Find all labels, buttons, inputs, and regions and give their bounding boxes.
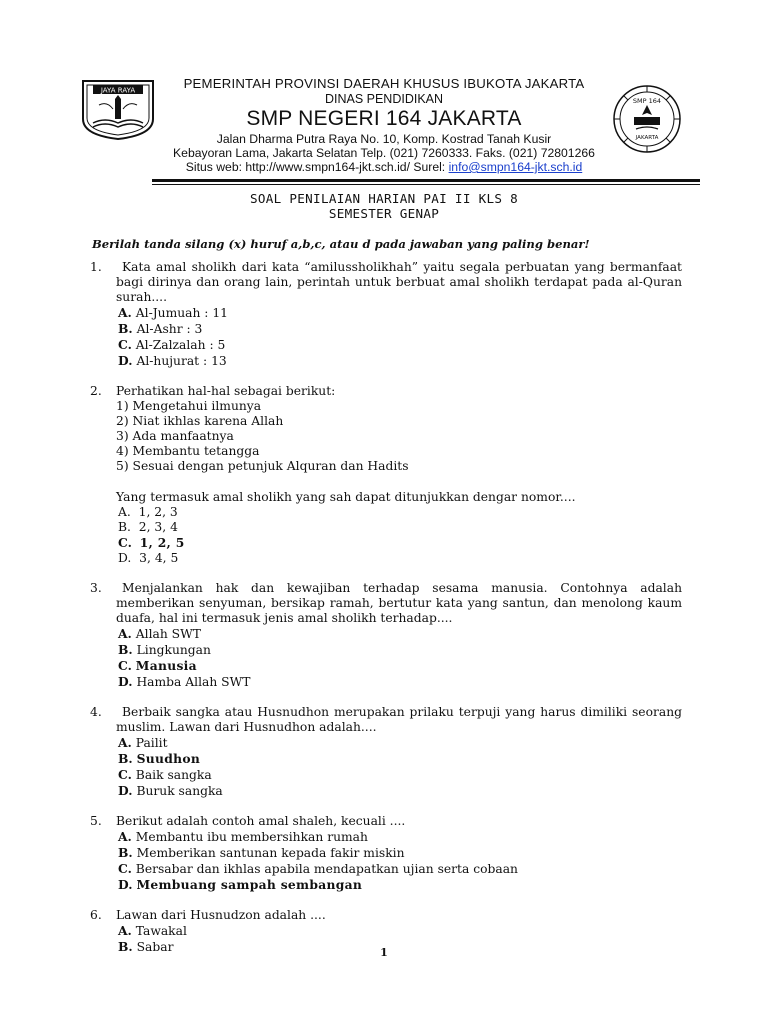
school-logo-icon bbox=[612, 83, 682, 155]
statement-item: 1) Mengetahui ilmunya bbox=[116, 399, 262, 413]
question-text: Kata amal sholikh dari kata “amilussholikhah” yaitu segala perbuatan yang bermanfaat bagi dirinya dan orang lain, perintah untuk berbuat amal sholikh terdapat pada al-Quran surah.... bbox=[116, 260, 682, 304]
question-number: 2. bbox=[90, 384, 102, 398]
option-d[interactable] bbox=[118, 353, 682, 369]
option-text: Manusia bbox=[135, 658, 197, 673]
question-number: 3. bbox=[90, 581, 102, 595]
option-a[interactable] bbox=[118, 505, 682, 520]
school-name: SMP NEGERI 164 JAKARTA bbox=[246, 107, 522, 130]
option-d[interactable] bbox=[118, 877, 682, 893]
option-text: Bersabar dan ikhlas apabila mendapatkan ujian serta cobaan bbox=[135, 862, 518, 876]
question-text: Menjalankan hak dan kewajiban terhadap sesama manusia. Contohnya adalah memberikan senyuman, bersikap ramah, bertutur kata yang santun, dan menolong kaum duafa, hal ini termasuk jenis amal sholikh terhadap.... bbox=[116, 581, 682, 625]
option-text: 2, 3, 4 bbox=[138, 520, 178, 534]
option-letter: D. bbox=[118, 877, 133, 892]
question-number: 4. bbox=[90, 705, 102, 719]
option-text: 1, 2, 3 bbox=[138, 505, 178, 519]
question-followup: Yang termasuk amal sholikh yang sah dapat ditunjukkan dengar nomor.... bbox=[116, 490, 576, 504]
option-letter: A. bbox=[118, 305, 132, 320]
letterhead bbox=[0, 0, 768, 190]
question-list bbox=[90, 260, 682, 970]
option-b[interactable] bbox=[118, 751, 682, 767]
logo-right-text: SMP 164 bbox=[632, 97, 662, 105]
statement-item: 2) Niat ikhlas karena Allah bbox=[116, 414, 284, 428]
option-c[interactable] bbox=[118, 861, 682, 877]
question-1 bbox=[90, 260, 682, 369]
option-text: Sabar bbox=[136, 940, 174, 954]
option-b[interactable] bbox=[118, 321, 682, 337]
option-a[interactable] bbox=[118, 829, 682, 845]
letterhead-text bbox=[160, 76, 608, 174]
address-line-2: Kebayoran Lama, Jakarta Selatan Telp. (021) 7260333. Faks. (021) 72801266 bbox=[173, 146, 595, 160]
address-line-1: Jalan Dharma Putra Raya No. 10, Komp. Kostrad Tanah Kusir bbox=[216, 132, 552, 146]
question-number: 5. bbox=[90, 814, 102, 828]
option-letter: B. bbox=[118, 520, 131, 534]
option-c[interactable] bbox=[118, 767, 682, 783]
option-letter: D. bbox=[118, 551, 132, 565]
option-d[interactable] bbox=[118, 551, 682, 566]
jakarta-logo-icon bbox=[79, 79, 157, 141]
option-text: Al-hujurat : 13 bbox=[136, 354, 227, 368]
option-letter: D. bbox=[118, 783, 133, 798]
option-text: Memberikan santunan kepada fakir miskin bbox=[136, 846, 405, 860]
letterhead-rule-thin bbox=[152, 184, 700, 185]
option-d[interactable] bbox=[118, 783, 682, 799]
option-letter: D. bbox=[118, 674, 133, 689]
email-link[interactable]: info@smpn164-jkt.sch.id bbox=[448, 160, 583, 174]
question-3 bbox=[90, 581, 682, 690]
option-letter: C. bbox=[118, 337, 132, 352]
exam-semester: SEMESTER GENAP bbox=[328, 206, 440, 221]
option-text: Lingkungan bbox=[136, 643, 211, 657]
option-text: 3, 4, 5 bbox=[139, 551, 179, 565]
option-text: Membuang sampah sembangan bbox=[136, 877, 363, 892]
option-letter: C. bbox=[118, 535, 132, 550]
option-text: Pailit bbox=[135, 736, 168, 750]
option-text: Baik sangka bbox=[135, 768, 212, 782]
option-letter: A. bbox=[118, 923, 132, 938]
option-letter: C. bbox=[118, 658, 132, 673]
option-b[interactable] bbox=[118, 520, 682, 535]
question-text: Berbaik sangka atau Husnudhon merupakan prilaku terpuji yang harus dimiliki seorang muslim. Lawan dari Husnudhon adalah.... bbox=[116, 705, 682, 734]
option-c[interactable] bbox=[118, 658, 682, 674]
option-c[interactable] bbox=[118, 535, 682, 551]
option-letter: A. bbox=[118, 735, 132, 750]
option-b[interactable] bbox=[118, 845, 682, 861]
option-text: Membantu ibu membersihkan rumah bbox=[135, 830, 368, 844]
option-text: Allah SWT bbox=[135, 627, 201, 641]
question-text: Perhatikan hal-hal sebagai berikut: bbox=[116, 384, 336, 398]
instruction-text: Berilah tanda silang (x) huruf a,b,c, atau d pada jawaban yang paling benar! bbox=[92, 237, 590, 251]
option-a[interactable] bbox=[118, 626, 682, 642]
question-4 bbox=[90, 705, 682, 799]
option-letter: D. bbox=[118, 353, 133, 368]
option-letter: A. bbox=[118, 505, 131, 519]
statement-item: 4) Membantu tetangga bbox=[116, 444, 260, 458]
government-line: PEMERINTAH PROVINSI DAERAH KHUSUS IBUKOTA JAKARTA bbox=[183, 76, 585, 91]
option-letter: B. bbox=[118, 642, 133, 657]
statement-item: 5) Sesuai dengan petunjuk Alquran dan Hadits bbox=[116, 459, 409, 473]
option-letter: B. bbox=[118, 845, 133, 860]
question-5 bbox=[90, 814, 682, 893]
logo-left-text: JAYA RAYA bbox=[100, 86, 136, 95]
option-letter: A. bbox=[118, 626, 132, 641]
option-text: Hamba Allah SWT bbox=[136, 675, 251, 689]
option-text: 1, 2, 5 bbox=[139, 535, 185, 550]
option-text: Suudhon bbox=[136, 751, 201, 766]
letterhead-rule-thick bbox=[152, 179, 700, 182]
question-number: 1. bbox=[90, 260, 102, 274]
option-letter: C. bbox=[118, 767, 132, 782]
page-number: 1 bbox=[380, 946, 388, 959]
option-text: Al-Ashr : 3 bbox=[136, 322, 203, 336]
contact-line bbox=[160, 160, 608, 174]
option-a[interactable] bbox=[118, 923, 682, 939]
question-text: Berikut adalah contoh amal shaleh, kecuali .... bbox=[116, 814, 406, 828]
option-letter: B. bbox=[118, 321, 133, 336]
option-c[interactable] bbox=[118, 337, 682, 353]
website-text: Situs web: http://www.smpn164-jkt.sch.id/ Surel: bbox=[185, 160, 449, 174]
option-b[interactable] bbox=[118, 642, 682, 658]
option-text: Al-Zalzalah : 5 bbox=[135, 338, 226, 352]
option-text: Buruk sangka bbox=[136, 784, 223, 798]
exam-title: SOAL PENILAIAN HARIAN PAI II KLS 8 bbox=[250, 191, 518, 206]
question-number: 6. bbox=[90, 908, 102, 922]
option-text: Tawakal bbox=[135, 924, 187, 938]
department-line: DINAS PENDIDIKAN bbox=[324, 92, 444, 106]
question-text: Lawan dari Husnudzon adalah .... bbox=[116, 908, 326, 922]
option-letter: B. bbox=[118, 751, 133, 766]
option-letter: A. bbox=[118, 829, 132, 844]
option-letter: C. bbox=[118, 861, 132, 876]
option-a[interactable] bbox=[118, 735, 682, 751]
question-2 bbox=[90, 384, 682, 566]
option-letter: B. bbox=[118, 939, 133, 954]
option-d[interactable] bbox=[118, 674, 682, 690]
logo-right-sub: JAKARTA bbox=[635, 135, 659, 141]
option-text: Al-Jumuah : 11 bbox=[135, 306, 229, 320]
option-a[interactable] bbox=[118, 305, 682, 321]
statement-item: 3) Ada manfaatnya bbox=[116, 429, 234, 443]
